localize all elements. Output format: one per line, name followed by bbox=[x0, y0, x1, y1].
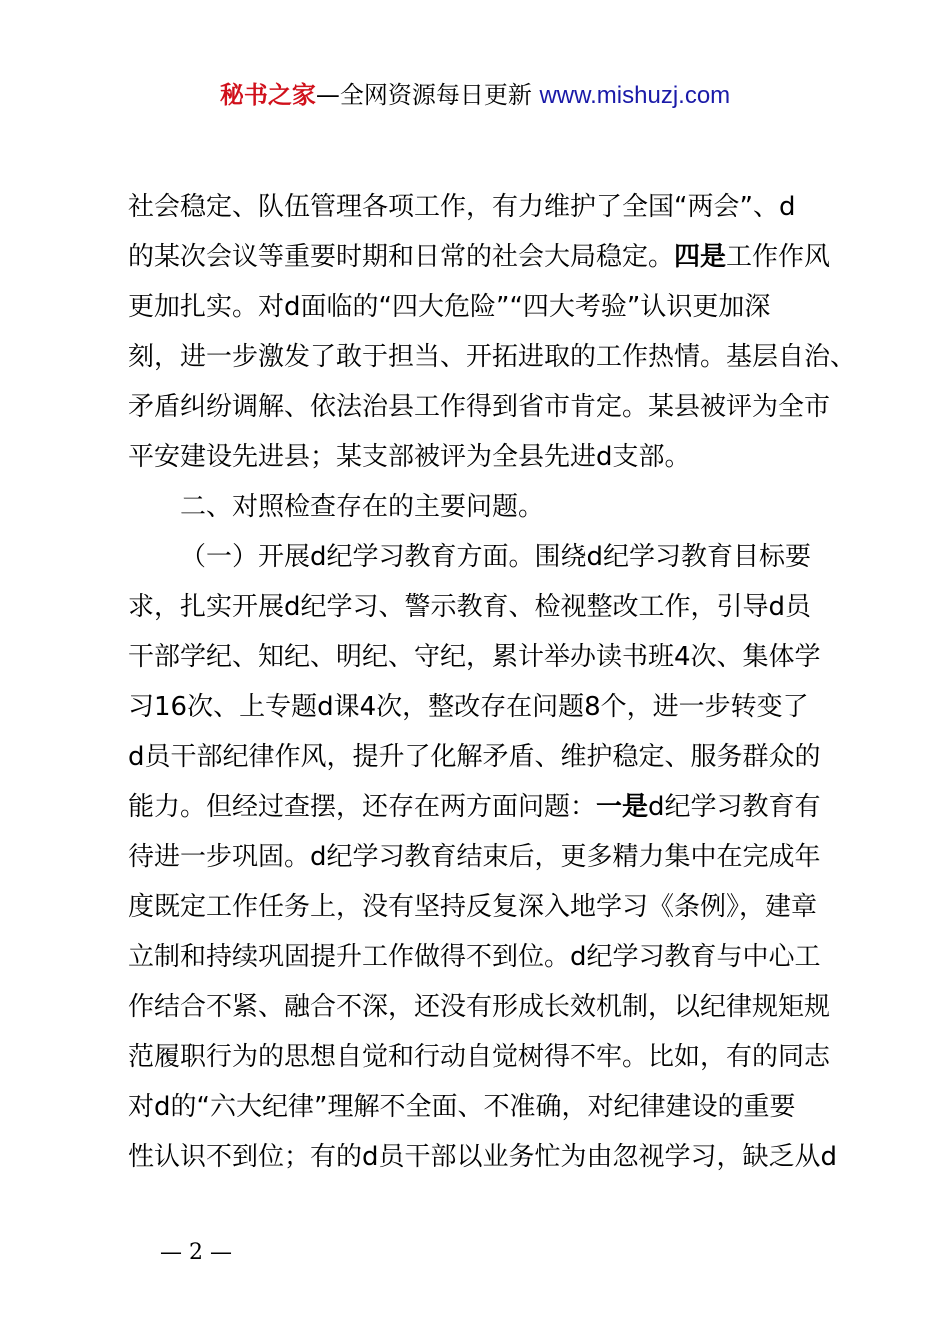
text-line bbox=[128, 982, 831, 1032]
text-line bbox=[128, 482, 828, 532]
text-line bbox=[128, 1032, 831, 1082]
text-run: 待进一步巩固。d纪学习教育结束后，更多精力集中在完成年 bbox=[128, 842, 821, 872]
text-run: 求，扎实开展d纪学习、警示教育、检视整改工作，引导d员 bbox=[128, 592, 812, 622]
document-body bbox=[128, 182, 857, 1182]
bold-marker: 一是 bbox=[596, 792, 649, 822]
text-line bbox=[128, 532, 828, 582]
text-line bbox=[128, 832, 828, 882]
text-line bbox=[128, 1082, 828, 1132]
text-line bbox=[128, 882, 828, 932]
text-run: d纪学习教育有 bbox=[648, 792, 821, 822]
text-run: 性认识不到位；有的d员干部以业务忙为由忽视学习，缺乏从d bbox=[128, 1142, 838, 1172]
text-run: 范履职行为的思想自觉和行动自觉树得不牢。比如，有的同志 bbox=[128, 1042, 831, 1072]
banner-url-link[interactable]: www.mishuzj.com bbox=[539, 82, 731, 109]
text-run: （一）开展d纪学习教育方面。围绕d纪学习教育目标要 bbox=[180, 542, 812, 572]
bold-marker: 四是 bbox=[674, 242, 727, 272]
banner-tagline: —全网资源每日更新 bbox=[315, 81, 540, 109]
text-run: 能力。但经过查摆，还存在两方面问题： bbox=[128, 792, 597, 822]
banner-brand: 秘书之家 bbox=[219, 81, 316, 109]
text-line bbox=[128, 682, 828, 732]
text-line bbox=[128, 182, 828, 232]
text-run: 矛盾纠纷调解、依法治县工作得到省市肯定。某县被评为全市 bbox=[128, 392, 831, 422]
text-run: 立制和持续巩固提升工作做得不到位。d纪学习教育与中心工 bbox=[128, 942, 821, 972]
text-run: 习16次、上专题d课4次，整改存在问题8个，进一步转变了 bbox=[128, 692, 809, 722]
text-run: 工作作风 bbox=[726, 242, 831, 272]
page-number: — 2 — bbox=[160, 1240, 232, 1265]
text-run: 更加扎实。对d面临的“四大危险”“四大考验”认识更加深 bbox=[128, 292, 771, 322]
text-run: 对d的“六大纪律”理解不全面、不准确，对纪律建设的重要 bbox=[128, 1092, 796, 1122]
text-line bbox=[128, 932, 828, 982]
text-line bbox=[128, 282, 828, 332]
text-run: 度既定工作任务上，没有坚持反复深入地学习《条例》，建章 bbox=[128, 892, 818, 922]
site-banner bbox=[0, 78, 950, 113]
text-line bbox=[128, 782, 828, 832]
text-line bbox=[128, 732, 828, 782]
text-run: 社会稳定、队伍管理各项工作，有力维护了全国“两会”、d bbox=[128, 192, 796, 222]
text-line bbox=[128, 1132, 838, 1182]
text-run: 的某次会议等重要时期和日常的社会大局稳定。 bbox=[128, 242, 675, 272]
text-line bbox=[128, 382, 831, 432]
text-line bbox=[128, 432, 828, 482]
text-run: 二、对照检查存在的主要问题。 bbox=[180, 492, 545, 522]
text-line bbox=[128, 232, 831, 282]
text-line bbox=[128, 332, 857, 382]
text-line bbox=[128, 632, 828, 682]
text-line bbox=[128, 582, 828, 632]
text-run: d员干部纪律作风，提升了化解矛盾、维护稳定、服务群众的 bbox=[128, 742, 821, 772]
text-run: 平安建设先进县；某支部被评为全县先进d支部。 bbox=[128, 442, 691, 472]
text-run: 作结合不紧、融合不深，还没有形成长效机制，以纪律规矩规 bbox=[128, 992, 831, 1022]
text-run: 刻，进一步激发了敢于担当、开拓进取的工作热情。基层自治、 bbox=[128, 342, 857, 372]
text-run: 干部学纪、知纪、明纪、守纪，累计举办读书班4次、集体学 bbox=[128, 642, 821, 672]
